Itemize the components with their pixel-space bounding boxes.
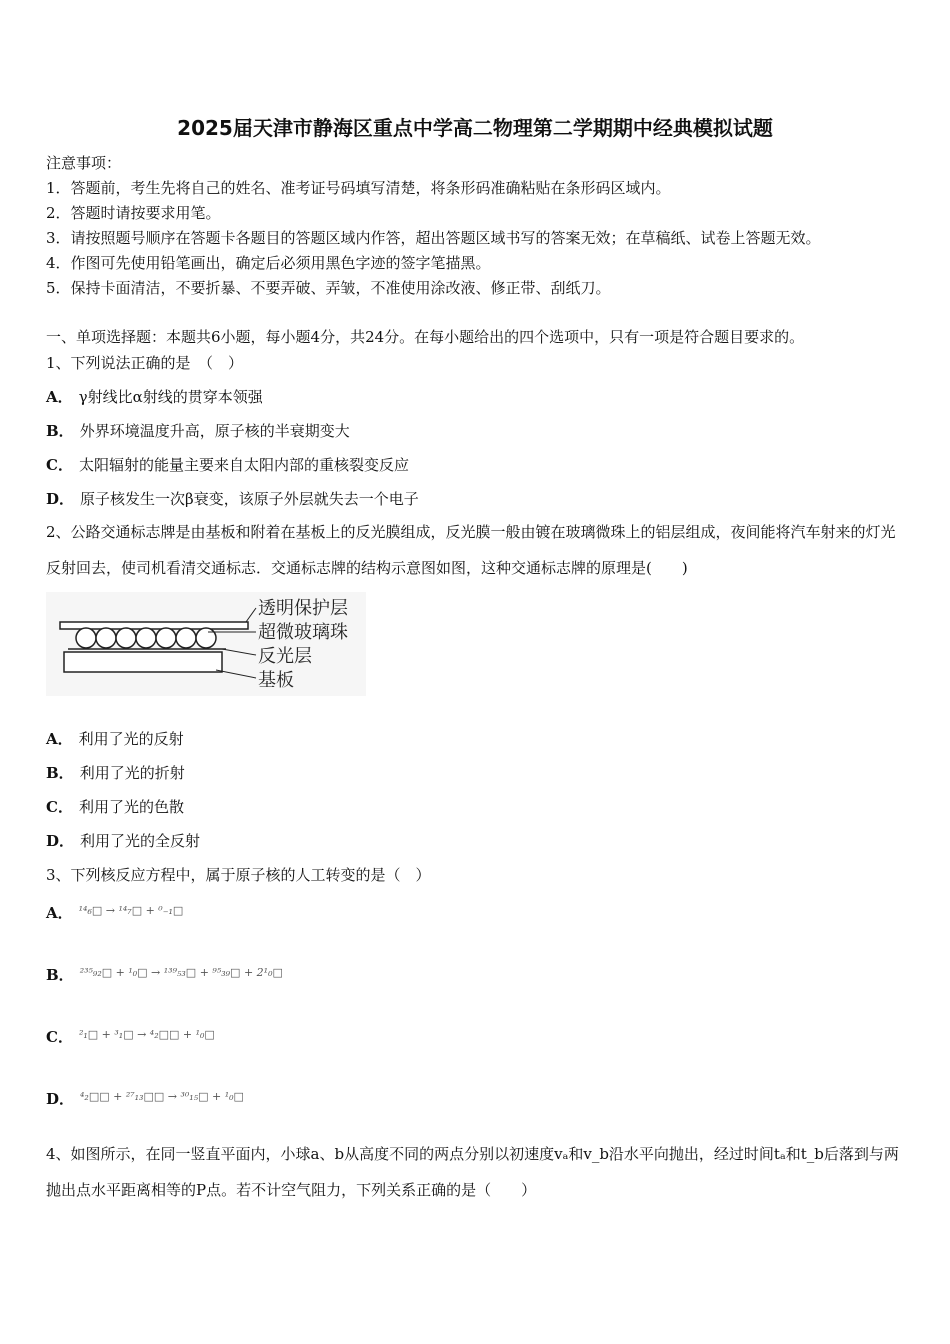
glass-beads-shape (76, 628, 216, 648)
base-plate-shape (64, 652, 222, 672)
option-letter: B． (46, 422, 74, 440)
nuclear-equation: ²₁□ + ³₁□ → ⁴₂□□ + ¹₀□ (78, 1028, 215, 1041)
option-letter: A． (46, 730, 73, 748)
q3-option-c (46, 1026, 215, 1047)
structure-diagram (46, 592, 366, 696)
option-text: 太阳辐射的能量主要来自太阳内部的重核裂变反应 (78, 456, 409, 474)
option-text: 外界环境温度升高，原子核的半衰期变大 (79, 422, 350, 440)
notice-item-2: 2．答题时请按要求用笔。 (46, 204, 221, 222)
figure-label-reflective: 反光层 (258, 646, 312, 667)
option-letter: D． (46, 832, 75, 850)
q2-option-d (46, 830, 200, 851)
option-letter: B． (46, 764, 74, 782)
notice-item-5: 5．保持卡面清洁，不要折暴、不要弄破、弄皱，不准使用涂改液、修正带、刮纸刀。 (46, 279, 611, 297)
option-text: 利用了光的反射 (78, 730, 184, 748)
nuclear-equation: ²³⁵₉₂□ + ¹₀□ → ¹³⁹₅₃□ + ⁹⁵₃₉□ + 2¹₀□ (79, 966, 283, 979)
q3-option-d (46, 1088, 244, 1109)
leader-line-3 (222, 649, 256, 655)
option-letter: D． (46, 490, 75, 508)
notice-item-4: 4．作图可先使用铅笔画出，确定后必须用黑色字迹的签字笔描黑。 (46, 254, 491, 272)
page-title: 2025届天津市静海区重点中学高二物理第二学期期中经典模拟试题 (177, 116, 773, 140)
leader-line-1 (246, 608, 256, 622)
figure-label-protective: 透明保护层 (258, 598, 348, 619)
option-text: 原子核发生一次β衰变，该原子外层就失去一个电子 (80, 490, 419, 508)
option-letter: C． (46, 1028, 73, 1046)
figure-label-base: 基板 (258, 670, 294, 691)
q1-option-d (46, 488, 419, 509)
q1-option-b (46, 420, 350, 441)
q1-option-a (46, 386, 263, 407)
nuclear-equation: ¹⁴₆□ → ¹⁴₇□ + ⁰₋₁□ (78, 904, 184, 917)
option-letter: B． (46, 966, 74, 984)
nuclear-equation: ⁴₂□□ + ²⁷₁₃□□ → ³⁰₁₅□ + ¹₀□ (80, 1090, 244, 1103)
q2-stem: 2、公路交通标志牌是由基板和附着在基板上的反光膜组成，反光膜一般由镀在玻璃微珠上的铝层组成，夜间能将汽车射来的灯光反射回去，使司机看清交通标志．交通标志牌的结构示意图如图，这种交通标志牌的原理是( ) (46, 523, 896, 577)
option-text: 利用了光的全反射 (80, 832, 201, 850)
figure-label-beads: 超微玻璃珠 (258, 622, 348, 643)
option-text: γ射线比α射线的贯穿本领强 (78, 388, 263, 406)
q4-stem: 4、如图所示，在同一竖直平面内，小球a、b从高度不同的两点分别以初速度vₐ和v_b沿水平向抛出，经过时间tₐ和t_b后落到与两抛出点水平距离相等的P点。若不计空气阻力，下列关系正确的是（ ） (46, 1145, 899, 1199)
q3-option-b (46, 964, 283, 985)
option-text: 利用了光的折射 (79, 764, 185, 782)
section-heading: 一、单项选择题：本题共6小题，每小题4分，共24分。在每小题给出的四个选项中，只有一项是符合题目要求的。 (46, 328, 805, 346)
q2-option-a (46, 728, 184, 749)
q3-stem: 3、下列核反应方程中，属于原子核的人工转变的是（ ） (46, 866, 431, 884)
option-text: 利用了光的色散 (78, 798, 184, 816)
option-letter: A． (46, 388, 73, 406)
notice-heading: 注意事项： (46, 154, 122, 172)
option-letter: A． (46, 904, 73, 922)
q2-option-b (46, 762, 185, 783)
q2-option-c (46, 796, 184, 817)
q1-stem: 1、下列说法正确的是 （ ） (46, 354, 244, 372)
leader-line-4 (216, 670, 256, 678)
sign-structure-figure (46, 592, 366, 696)
option-letter: C． (46, 798, 73, 816)
option-letter: C． (46, 456, 73, 474)
notice-item-3: 3．请按照题号顺序在答题卡各题目的答题区域内作答，超出答题区域书写的答案无效；在草稿纸、试卷上答题无效。 (46, 229, 821, 247)
q3-option-a (46, 902, 183, 923)
notice-item-1: 1．答题前，考生先将自己的姓名、准考证号码填写清楚，将条形码准确粘贴在条形码区域内。 (46, 179, 671, 197)
option-letter: D． (46, 1090, 75, 1108)
q1-option-c (46, 454, 409, 475)
